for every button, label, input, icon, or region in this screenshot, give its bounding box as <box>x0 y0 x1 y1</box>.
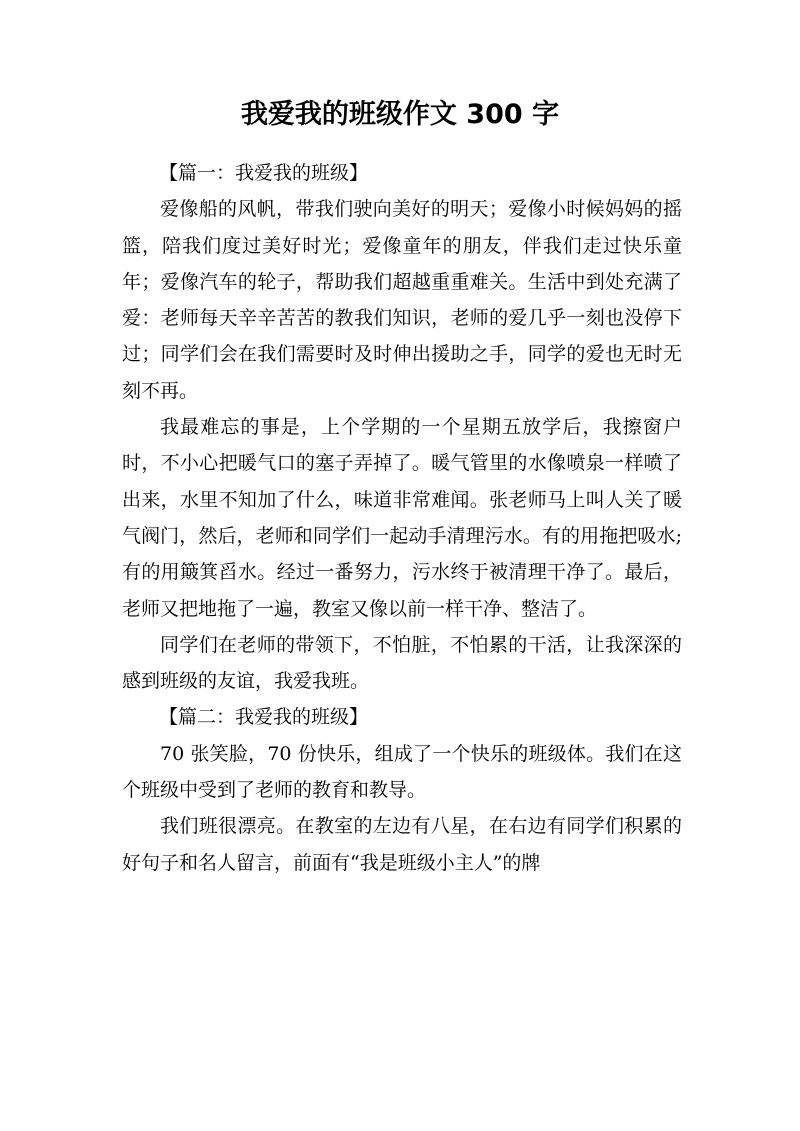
paragraph: 爱像船的风帆，带我们驶向美好的明天；爱像小时候妈妈的摇篮，陪我们度过美好时光；爱像童年的朋友，伴我们走过快乐童年；爱像汽车的轮子，帮助我们超越重重难关。生活中到处充满了爱：老师每天辛辛苦苦的教我们知识，老师的爱几乎一刻也没停下过；同学们会在我们需要时及时伸出援助之手，同学的爱也无时无刻不再。 <box>122 198 682 402</box>
section-heading-2: 【篇二：我爱我的班级】 <box>159 706 369 729</box>
paragraph: 70 张笑脸，70 份快乐，组成了一个快乐的班级体。我们在这个班级中受到了老师的教育和教导。 <box>122 742 682 802</box>
document-title: 我爱我的班级作文 300 字 <box>240 99 560 130</box>
paragraph: 我最难忘的事是，上个学期的一个星期五放学后，我擦窗户时，不小心把暖气口的塞子弄掉了。暖气管里的水像喷泉一样喷了出来，水里不知加了什么，味道非常难闻。张老师马上叫人关了暖气阀门，然后，老师和同学们一起动手清理污水。有的用拖把吸水;有的用簸箕舀水。经过一番努力，污水终于被清理干净了。最后，老师又把地拖了一遍，教室又像以前一样干净、整洁了。 <box>122 416 682 620</box>
document-body <box>122 155 682 881</box>
section-heading-1: 【篇一：我爱我的班级】 <box>159 162 369 184</box>
paragraph: 我们班很漂亮。在教室的左边有八星，在右边有同学们积累的好句子和名人留言，前面有“我是班级小主人”的牌 <box>122 815 682 874</box>
paragraph: 同学们在老师的带领下，不怕脏，不怕累的干活，让我深深的感到班级的友谊，我爱我班。 <box>122 633 682 693</box>
